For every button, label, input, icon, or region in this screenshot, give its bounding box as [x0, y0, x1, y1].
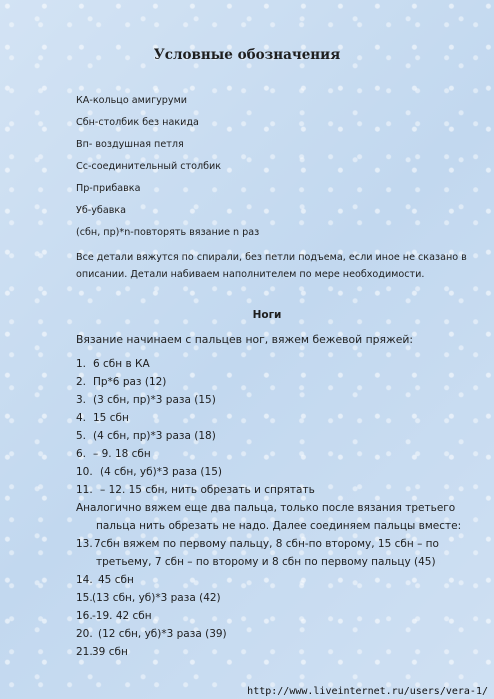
step-text: 45 сбн — [98, 574, 134, 586]
step-number: 15. — [76, 592, 93, 604]
step-text: (13 сбн, уб)*3 раза (42) — [92, 592, 221, 604]
step-number: 14. — [76, 574, 93, 586]
step-text: 7сбн вяжем по первому пальцу, 8 сбн-по второму, 15 сбн – по — [94, 538, 439, 550]
step-number: 21. — [76, 646, 93, 658]
page-title: Условные обозначения — [153, 47, 341, 63]
step-number: 20. — [76, 628, 93, 640]
list-item — [76, 373, 476, 391]
list-item — [76, 427, 476, 445]
step-text: 6 сбн в КА — [93, 358, 150, 370]
list-item — [76, 607, 476, 625]
step-number: 4. — [76, 412, 87, 424]
list-item — [76, 481, 476, 499]
legend-note-line: Все детали вяжутся по спирали, без петли подъема, если иное не сказано в — [76, 252, 467, 263]
step-text: – 12. 15 сбн, нить обрезать и спрятать — [100, 484, 315, 496]
section-title: Ноги — [252, 309, 282, 321]
note-line: пальца нить обрезать не надо. Далее соединяем пальцы вместе: — [96, 520, 462, 532]
legend-item: Уб-убавка — [76, 205, 127, 216]
note-paragraph — [76, 499, 476, 535]
step-text: третьему, 7 сбн – по второму и 8 сбн по первому пальцу (45) — [96, 556, 436, 568]
step-text: (3 сбн, пр)*3 раза (15) — [93, 394, 216, 406]
list-item — [76, 643, 476, 661]
list-item — [76, 391, 476, 409]
legend-item: (сбн, пр)*n-повторять вязание n раз — [76, 227, 260, 238]
step-text: 15 сбн — [93, 412, 129, 424]
list-item — [76, 589, 476, 607]
legend-note-line: описании. Детали набиваем наполнителем по мере необходимости. — [76, 269, 425, 280]
step-number: 16. — [76, 610, 93, 622]
step-text: (12 сбн, уб)*3 раза (39) — [98, 628, 227, 640]
step-text: -19. 42 сбн — [92, 610, 152, 622]
source-url: http://www.liveinternet.ru/users/vera-1/ — [247, 686, 488, 697]
list-item — [76, 535, 476, 571]
legend-item: Сбн-столбик без накида — [76, 117, 199, 128]
step-number: 3. — [76, 394, 87, 406]
step-number: 1. — [76, 358, 87, 370]
step-text: – 9. 18 сбн — [93, 448, 151, 460]
list-item — [76, 355, 476, 373]
legend — [76, 94, 471, 283]
intro-text: Вязание начинаем с пальцев ног, вяжем бежевой пряжей: — [76, 333, 413, 346]
step-number: 11. — [76, 484, 93, 496]
step-number: 10. — [76, 466, 93, 478]
step-number: 13. — [76, 538, 93, 550]
legend-item: КА-кольцо амигуруми — [76, 95, 188, 106]
step-text: (4 сбн, пр)*3 раза (18) — [93, 430, 216, 442]
steps-list — [76, 355, 476, 661]
legend-item: Вп- воздушная петля — [76, 139, 184, 150]
list-item — [76, 463, 476, 481]
step-text: Пр*6 раз (12) — [93, 376, 167, 388]
legend-note — [76, 249, 471, 283]
list-item — [76, 625, 476, 643]
list-item — [76, 445, 476, 463]
legend-item: Сс-соединительный столбик — [76, 161, 222, 172]
step-text: (4 сбн, уб)*3 раза (15) — [100, 466, 222, 478]
step-number: 5. — [76, 430, 87, 442]
step-number: 6. — [76, 448, 87, 460]
step-number: 2. — [76, 376, 87, 388]
legend-item: Пр-прибавка — [76, 183, 141, 194]
note-line: Аналогично вяжем еще два пальца, только после вязания третьего — [76, 502, 456, 514]
step-text: 39 сбн — [92, 646, 128, 658]
list-item — [76, 409, 476, 427]
list-item — [76, 571, 476, 589]
